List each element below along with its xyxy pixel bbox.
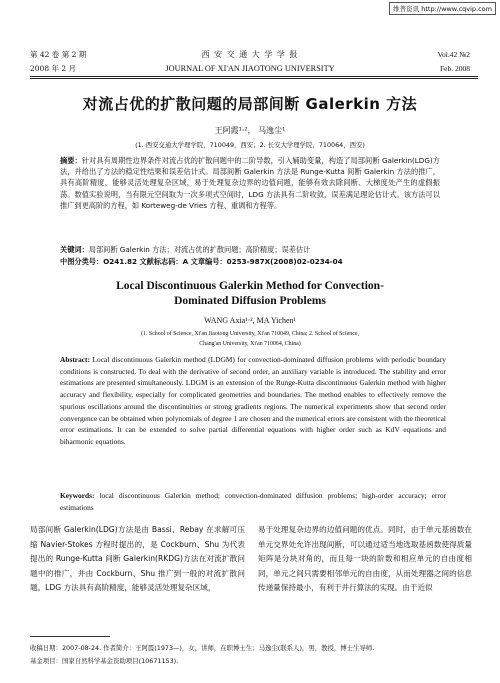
footnote-received: 收稿日期：2007-08-24. 作者简介：王阿霞(1973—)，女，讲师，在职博士生；马逸尘(联系人)，男，教授，博士生导师. — [30, 644, 375, 652]
date-cn: 2008 年 2 月 — [30, 64, 77, 73]
body-column-right: 易于处理复杂边界的边值问题的优点。同时，由于单元基函数在单元交界处允许出现间断，可以通过适当地选取基函数使得质量矩阵是分块对角的，而且每一块的阶数和相应单元的自由度相同，单元之间只需要相邻单元的自由度，从而处理器之间的信息传递量保持最小，有利于并行算法的实现。由于近似 — [258, 525, 472, 593]
header-rule-thin — [30, 78, 478, 79]
volume-cn: 第 42 卷 第 2 期 — [30, 50, 87, 59]
keywords-cn-label: 关键词： — [60, 245, 89, 254]
affiliation-en-line1: (1. School of Science, Xi'an Jiaotong University, Xi'an 710049, China; 2. School of Science, — [141, 331, 359, 337]
keywords-cn-text: 局部间断 Galerkin 方法；对流占优的扩散问题；高阶精度；误差估计 — [88, 245, 311, 254]
abstract-cn-label: 摘要： — [60, 156, 82, 165]
keywords-en — [60, 490, 446, 513]
footnote-funding: 基金项目：国家自然科学基金资助项目(10671153). — [30, 657, 179, 665]
journal-name-cn: 西 安 交 通 大 学 学 报 — [201, 50, 299, 59]
paper-title-en-line1: Local Discontinuous Galerkin Method for Convection- — [116, 280, 384, 292]
authors-cn: 王阿霞¹·²， 马逸尘¹ — [214, 126, 286, 135]
abstract-cn-text: 针对具有周期性边界条件对流占优的扩散问题中的二阶导数，引入辅助变量，构造了局部间断 Galerkin(LDG)方法，并给出了方法的稳定性结果和误差估计式。局部间断 Galerkin 方法是 Runge-Kutta 间断 Galerkin 方法的推广，具有高阶精度，能够灵活处理复杂区域，易于处理复杂边界的边值问题，能够有效去除间断、大梯度处产生的虚假振荡。数值实验说明，当有限元空间取为一次多项式空间时，LDG 方法具有二阶收敛，误差满足理论估计式。该方法可以推广到更高阶的方程，如 Korteweg-de Vries 方程、重调和方程等。 — [60, 156, 440, 210]
abstract-en-label: Abstract: — [60, 355, 90, 364]
abstract-cn — [60, 155, 440, 211]
keywords-cn — [60, 244, 440, 255]
body-column-left: 局部间断 Galerkin(LDG)方法是由 Bassi、Rebay 在求解可压缩 Navier-Stokes 方程时提出的，是 Cockburn、Shu 为代表提出的 Runge-Kutta 间断 Galerkin(RKDG)方法在对流扩散问题中的推广，并由 Cockburn、Shu 推广到一般的对流扩散问题。LDG 方法具有高阶精度，能够灵活处理复杂区域， — [30, 525, 245, 593]
keywords-en-text: local discontinuous Galerkin method; convection-dominated diffusion problems; high-order accuracy; error estimations — [60, 491, 446, 512]
keywords-en-label: Keywords: — [60, 491, 95, 500]
watermark-badge: 维普资讯 http://www.cqvip.com — [389, 2, 496, 15]
classification-line: 中图分类号：O241.82 文献标志码：A 文章编号：0253-987X(2008)02-0234-04 — [60, 257, 343, 266]
footnote-rule — [30, 636, 110, 637]
journal-name-en: JOURNAL OF XI'AN JIAOTONG UNIVERSITY — [165, 64, 335, 73]
paper-title-cn: 对流占优的扩散问题的局部间断 Galerkin 方法 — [82, 95, 418, 113]
header-rule — [30, 76, 478, 77]
authors-en: WANG Axia¹·², MA Yichen¹ — [204, 316, 296, 325]
date-en: Feb. 2008 — [440, 64, 470, 73]
affiliation-en-line2: Chang'an University, Xi'an 710064, China) — [199, 341, 301, 347]
paper-title-en-line2: Dominated Diffusion Problems — [174, 295, 326, 307]
affiliation-cn: (1. 西安交通大学理学院，710049，西安；2. 长安大学理学院，710064，西安) — [135, 141, 365, 149]
abstract-en — [60, 354, 446, 448]
volume-en: Vol.42 №2 — [437, 50, 470, 59]
abstract-en-text: Local discontinuous Galerkin method (LDGM) for convection-dominated diffusion problems with periodic boundary conditions is constructed. To deal with the derivative of second order, an auxiliary variable is introduced. The stability and error estimations are presented simultaneously. LDGM is an extension of the Runge-Kutta discontinuous Galerkin method with higher accuracy and flexibility, especially for complicated geometries and boundaries. The method enables to effectively remove the spurious oscillations around the discontinuities or strong gradients regions. The numerical experiments show that second order convergence can be obtained when polynomials of degree 1 are chosen and the numerical errors are consistent with the theoretical error estimations. It can be extended to solve partial differential equations with higher order such as KdV equations and biharmonic equations. — [60, 355, 446, 446]
